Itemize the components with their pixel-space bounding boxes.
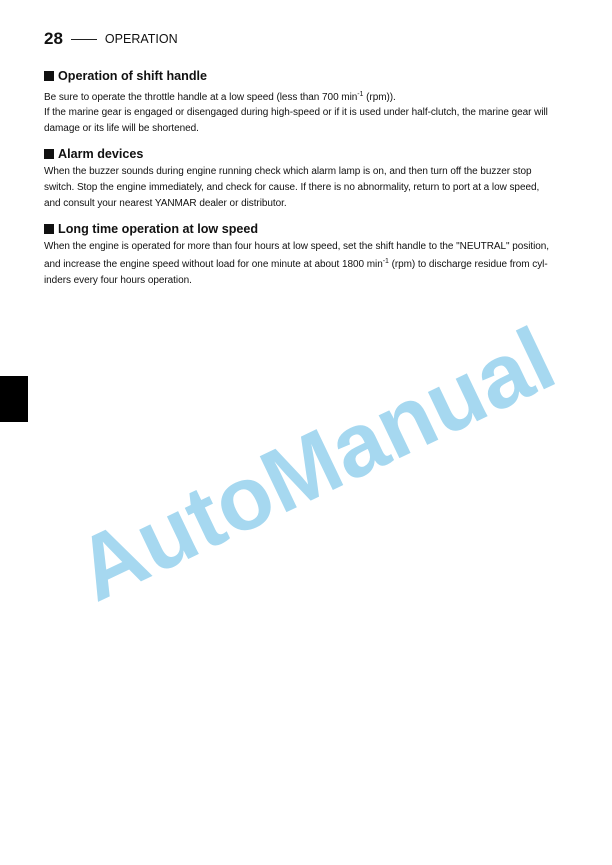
- square-bullet-icon: [44, 71, 54, 81]
- page-header: [44, 29, 178, 49]
- text-line: damage or its life will be shortened.: [44, 123, 199, 134]
- chapter-tab-marker: [0, 376, 28, 422]
- heading-shift-handle: [44, 69, 207, 83]
- section-title: OPERATION: [104, 32, 178, 46]
- watermark: AutoManual: [61, 309, 570, 621]
- heading-text: Operation of shift handle: [58, 69, 208, 83]
- text-line: inders every four hours operation.: [44, 275, 192, 286]
- heading-text: Alarm devices: [58, 147, 144, 161]
- text-line: When the engine is operated for more than four hours at low speed, set the shift handle to the "NEUTRAL" position,: [44, 241, 550, 252]
- heading-text: Long time operation at low speed: [58, 222, 259, 236]
- heading-long-time-operation: [44, 222, 258, 236]
- square-bullet-icon: [44, 224, 54, 234]
- square-bullet-icon: [44, 149, 54, 159]
- header-rule: [71, 39, 97, 40]
- page-number: 28: [44, 29, 63, 48]
- text-line: and increase the engine speed without load for one minute at about 1800 $\min^{-1} (rpm)$ to discharge residue from cyl-: [44, 258, 548, 270]
- text-line: and consult your nearest YANMAR dealer or distributor.: [44, 198, 287, 209]
- text-line: Be sure to operate the throttle handle at a low speed (less than 700 $\min^{-1} (rpm)$).: [44, 91, 396, 103]
- text-line: If the marine gear is engaged or disengaged during high-speed or if it is used under half-clutch, the marine gear will: [44, 107, 548, 118]
- text-line: switch. Stop the engine immediately, and check for cause. If there is no abnormality, return to port at a low speed,: [44, 182, 540, 193]
- text-line: When the buzzer sounds during engine running check which alarm lamp is on, and then turn off the buzzer stop: [44, 166, 532, 177]
- heading-alarm-devices: [44, 147, 143, 161]
